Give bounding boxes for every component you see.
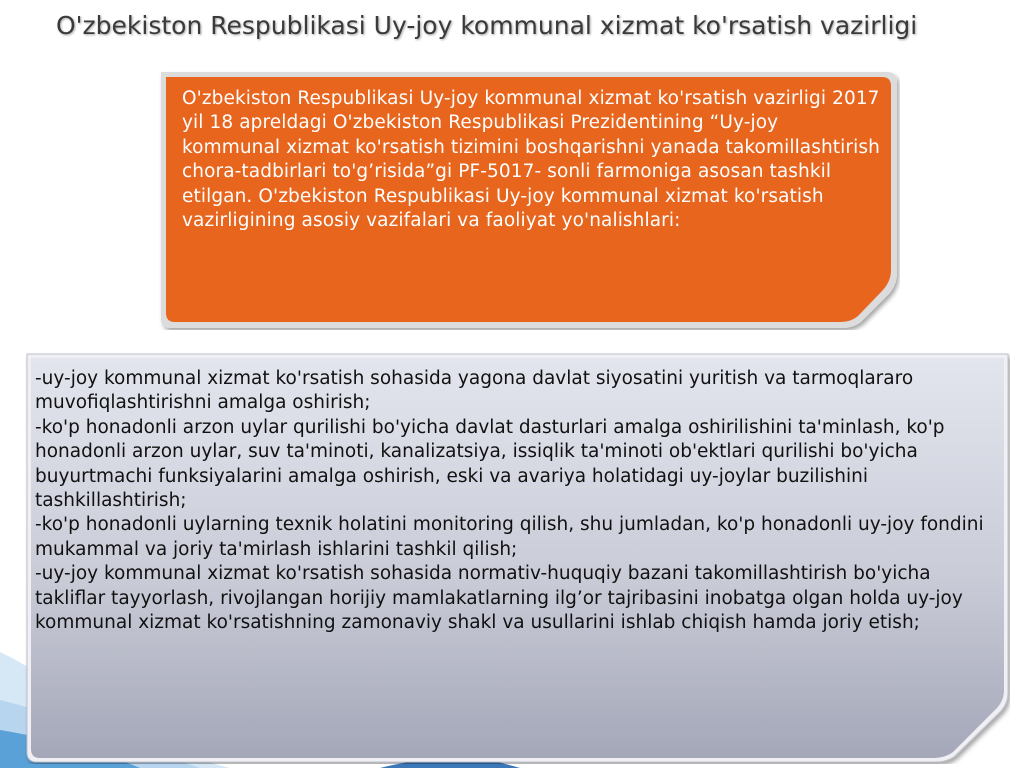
list-item: -uy-joy kommunal xizmat ko'rsatish sohasida yagona davlat siyosatini yuritish va tarmoqlararo muvofiqlashtirishni amalga oshirish; bbox=[35, 368, 914, 414]
list-item: -uy-joy kommunal xizmat ko'rsatish sohasida normativ-huquqiy bazani takomillashtirish bo'yicha takliflar tayyorlash, rivojlangan horijiy mamlakatlarning ilg’or tajribasini inobatga olgan holda uy-joy kommunal xizmat ko'rsatishning zamonaviy shakl va usullarini ishlab chiqish hamda joriy etish; bbox=[35, 563, 963, 634]
intro-callout bbox=[155, 68, 900, 330]
tasks-panel bbox=[25, 352, 1010, 764]
tasks-list bbox=[35, 367, 985, 635]
intro-text: O'zbekiston Respublikasi Uy-joy kommunal xizmat ko'rsatish vazirligi 2017 yil 18 apreldagi O'zbekiston Respublikasi Prezidentining “Uy-joy kommunal xizmat ko'rsatish tizimini boshqarishni yanada takomillashtirish chora-tadbirlari to'g’risida”gi PF-5017- sonli farmoniga asosan tashkil etilgan. O'zbekiston Respublikasi Uy-joy kommunal xizmat ko'rsatish vazirligining asosiy vazifalari va faoliyat yo'nalishlari: bbox=[182, 88, 880, 232]
list-item: -ko'p honadonli uylarning texnik holatini monitoring qilish, shu jumladan, ko'p honadonli uy-joy fondini mukammal va joriy ta'mirlash ishlarini tashkil qilish; bbox=[35, 514, 984, 560]
list-item: -ko'p honadonli arzon uylar qurilishi bo'yicha davlat dasturlari amalga oshirilishini ta'minlash, ko'p honadonli arzon uylar, suv ta'minoti, kanalizatsiya, issiqlik ta'minoti ob'ektlari qurilishi bo'yicha buyurtmachi funksiyalarini amalga oshirish, eski va avariya holatidagi uy-joylar buzilishini tashkillashtirish; bbox=[35, 416, 945, 512]
slide-title: O'zbekiston Respublikasi Uy-joy kommunal xizmat ko'rsatish vazirligi bbox=[56, 11, 918, 40]
